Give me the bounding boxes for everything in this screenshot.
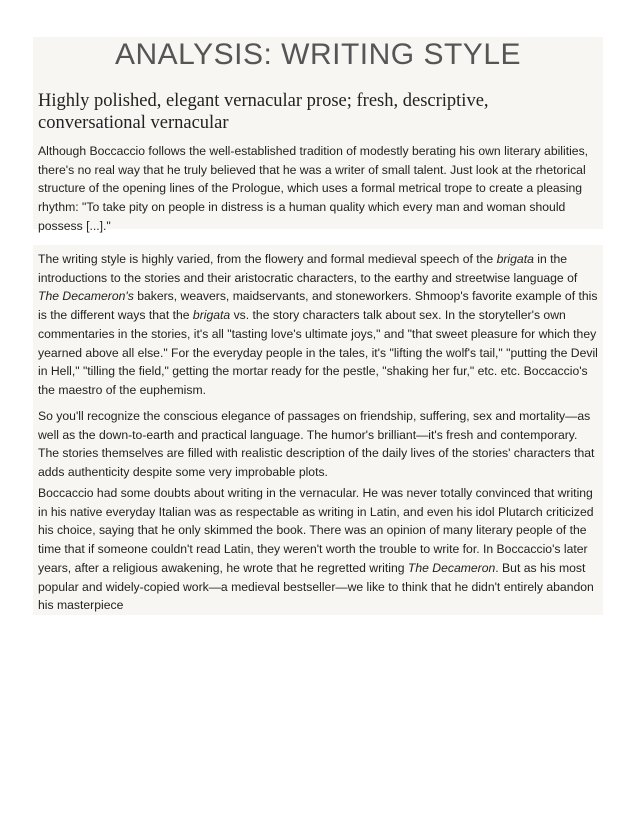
emphasis-brigata: brigata: [496, 252, 534, 266]
page-title: ANALYSIS: WRITING STYLE: [114, 38, 522, 71]
emphasis-brigata: brigata: [192, 308, 231, 323]
paragraph-elegance: So you'll recognize the conscious elegance of passages on friendship, suffering, sex and mortality—as well as the down-to-earth and practical language. The humor's brilliant—it's fresh and contemporary. The stories themselves are filled with realistic description of the daily lives of the stories' characters that adds authenticity despite some very improbable plots.: [38, 409, 595, 480]
paragraph-vernacular-doubts: Boccaccio had some doubts about writing in the vernacular. He was never totally convinced that writing in his native everyday Italian was as respectable as writing in Latin, and even his idol Plutarch criticized his choice, saying that he only skimmed the book. There was an opinion of many literary people of the time that if someone couldn't read Latin, they weren't worth the trouble to write for. In Boccaccio's later years, after a religious awakening, he wrote that he regretted writing The Decameron. But as his most popular and widely-copied work—a medieval bestseller—we like to think that he didn't entirely abandon his masterpiece: [38, 486, 594, 613]
intro-paragraph: Although Boccaccio follows the well-established tradition of modestly berating his own literary abilities, there's no real way that he truly believed that he was a writer of small talent. Just look at the rhetorical structure of the opening lines of the Prologue, which uses a formal metrical trope to create a pleasing rhythm: "To take pity on people in distress is a human quality which every man and woman should possess [...].": [38, 144, 589, 233]
emphasis-decameron: The Decameron: [407, 560, 496, 575]
page-subtitle: Highly polished, elegant vernacular prose; fresh, descriptive, conversational vernacular: [38, 91, 489, 133]
paragraph-writing-style: The writing style is highly varied, from the flowery and formal medieval speech of the brigata in the introductions to the stories and their aristocratic characters, to the earthy and streetwise language of The Decameron's bakers, weavers, maidservants, and stoneworkers. Shmoop's favorite example of this is the different ways that the brigata vs. the story characters talk about sex. In the storyteller's own commentaries in the stories, it's all "tasting love's ultimate joys," and "that sweet pleasure for which they yearned above all else." For the everyday people in the tales, it's "lifting the wolf's tail," "putting the Devil in Hell," "tilling the field," getting the mortar ready for the pestle, "shaking her fur," etc. etc. Boccaccio's the maestro of the euphemism.: [38, 252, 598, 397]
emphasis-decameron: The Decameron's: [38, 289, 134, 304]
